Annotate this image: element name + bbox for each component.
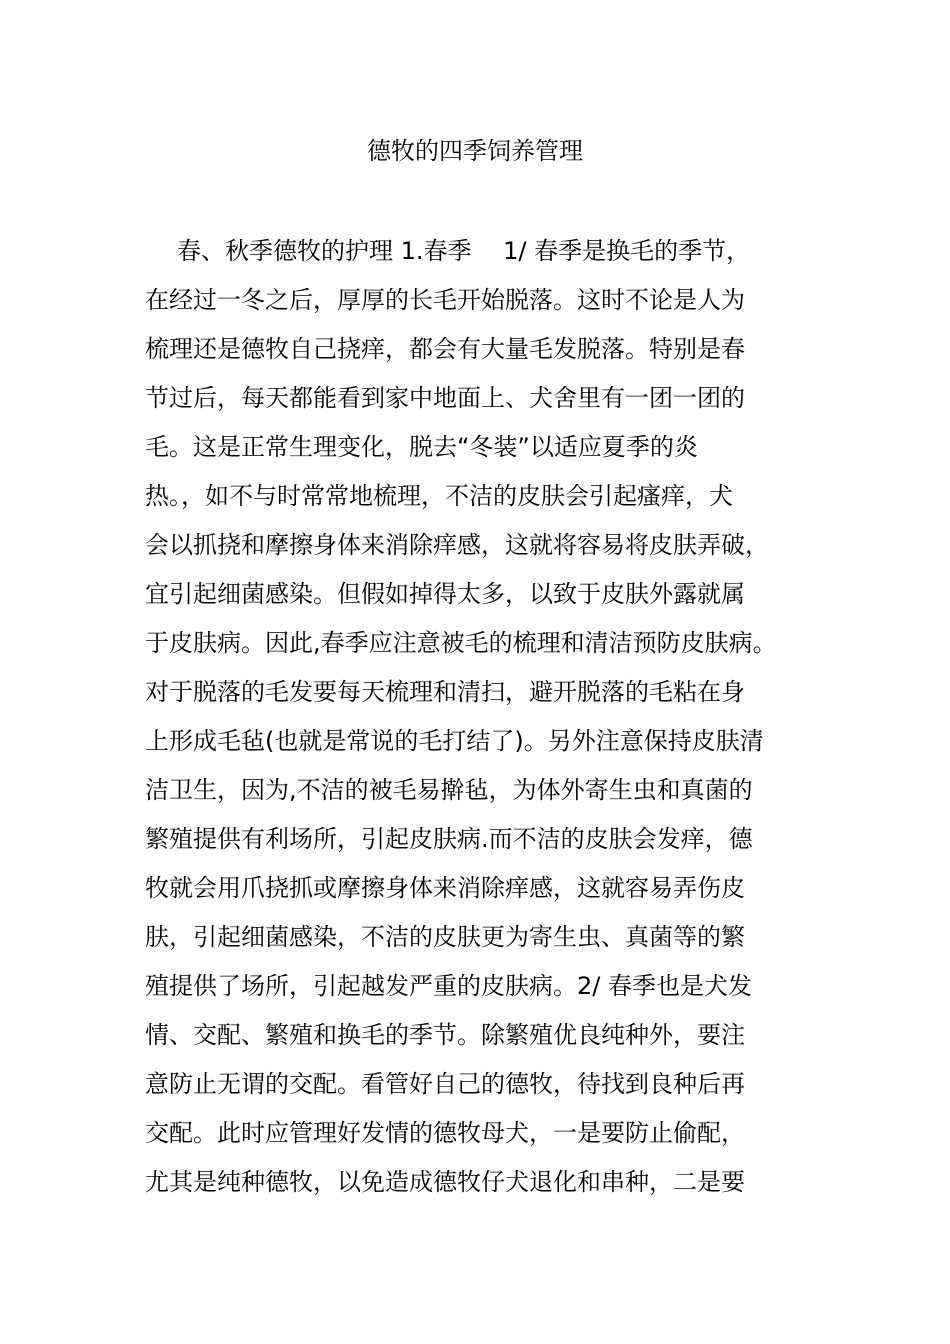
text-line: 意防止无谓的交配。看管好自己的德牧，待找到良种后再 [145,1070,745,1098]
text-line: 尤其是纯种德牧，以免造成德牧仔犬退化和串种，二是要 [145,1168,745,1196]
text-line: 在经过一冬之后，厚厚的长毛开始脱落。这时不论是人为 [145,286,745,314]
text-line: 牧就会用爪挠抓或摩擦身体来消除痒感，这就容易弄伤皮 [145,874,745,902]
text-line: 梳理还是德牧自己挠痒，都会有大量毛发脱落。特别是春 [145,335,745,363]
document-title: 德牧的四季饲养管理 [367,137,583,165]
text-line: 春、秋季德牧的护理 1.春季 1/ 春季是换毛的季节， [177,237,751,265]
text-line: 繁殖提供有利场所，引起皮肤病.而不洁的皮肤会发痒，德 [145,825,753,853]
text-line: 肤，引起细菌感染，不洁的皮肤更为寄生虫、真菌等的繁 [145,923,745,951]
text-line: 会以抓挠和摩擦身体来消除痒感，这就将容易将皮肤弄破， [145,531,769,559]
text-line: 交配。此时应管理好发情的德牧母犬，一是要防止偷配， [145,1119,745,1147]
text-line: 洁卫生，因为,不洁的被毛易擀毡，为体外寄生虫和真菌的 [145,776,753,804]
document-body [145,230,815,1210]
text-line: 宜引起细菌感染。但假如掉得太多，以致于皮肤外露就属 [145,580,745,608]
text-line: 于皮肤病。因此,春季应注意被毛的梳理和清洁预防皮肤病。 [145,629,777,657]
text-line: 节过后，每天都能看到家中地面上、犬舍里有一团一团的 [145,384,745,412]
text-line: 对于脱落的毛发要每天梳理和清扫，避开脱落的毛粘在身 [145,678,745,706]
text-line: 上形成毛毡(也就是常说的毛打结了)。另外注意保持皮肤清 [145,727,764,755]
text-line: 情、交配、繁殖和换毛的季节。除繁殖优良纯种外，要注 [145,1021,745,1049]
text-line: 殖提供了场所，引起越发严重的皮肤病。2/ 春季也是犬发 [145,972,752,1000]
text-line: 热。，如不与时常常地梳理，不洁的皮肤会引起瘙痒，犬 [145,482,733,510]
text-line: 毛。这是正常生理变化，脱去“冬装”以适应夏季的炎 [145,433,698,461]
